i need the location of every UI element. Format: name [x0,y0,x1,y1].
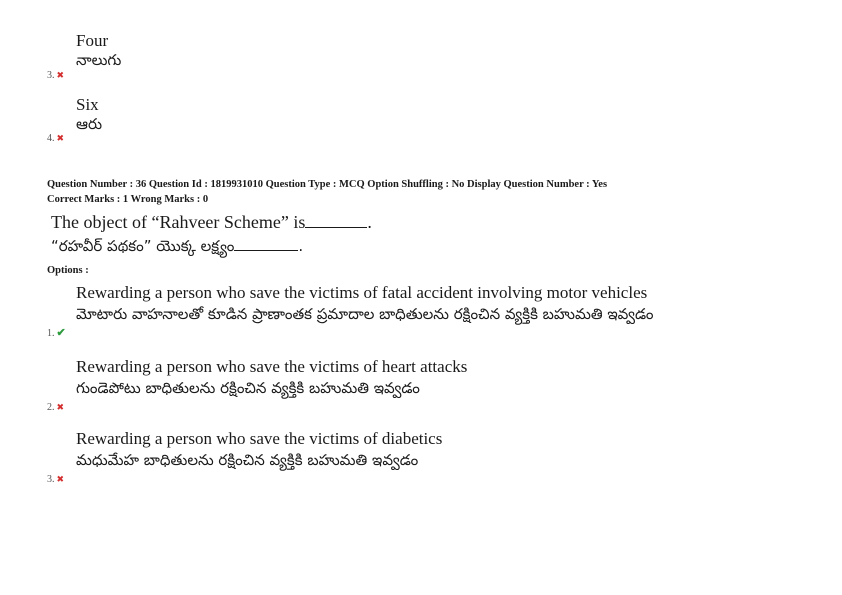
prev-option-4-english: Six [76,95,99,114]
cross-icon: ✖ [56,474,65,484]
question-text-english-end: . [367,212,372,232]
answer-blank [305,227,367,228]
prev-option-3-number: 3. [47,70,55,81]
option-2-marker [47,397,64,415]
cross-icon: ✖ [56,70,65,80]
question-text-english-body: The object of “Rahveer Scheme” is [51,212,306,232]
option-1-marker [47,323,66,341]
question-text-telugu-end: . [298,237,304,255]
prev-option-4-marker [47,128,64,146]
option-1-number: 1. [47,328,55,339]
cross-icon: ✖ [56,402,65,412]
prev-option-3-marker [47,65,64,83]
option-1-telugu: మోటారు వాహనాలతో కూడిన ప్రాణాంతక ప్రమాదాల బాధితులను రక్షించిన వ్యక్తికి బహుమతి ఇవ్వడం [76,305,654,323]
check-icon: ✔ [56,327,66,339]
option-3-marker [47,469,64,487]
prev-option-4-number: 4. [47,133,55,144]
question-text-telugu [51,237,303,259]
options-label: Options : [47,265,89,276]
option-2-number: 2. [47,402,55,413]
prev-option-4-telugu: ఆరు [76,115,103,133]
option-2-english: Rewarding a person who save the victims of heart attacks [76,357,468,376]
option-1-english: Rewarding a person who save the victims of fatal accident involving motor vehicles [76,283,648,302]
option-3-english: Rewarding a person who save the victims of diabetics [76,429,443,448]
option-3-number: 3. [47,474,55,485]
question-meta-line1: Question Number : 36 Question Id : 1819931010 Question Type : MCQ Option Shuffling : No Display Question Number : Yes [47,179,608,190]
cross-icon: ✖ [56,133,65,143]
option-2-telugu: గుండెపోటు బాధితులను రక్షించిన వ్యక్తికి బహుమతి ఇవ్వడం [76,379,420,397]
question-meta-line2: Correct Marks : 1 Wrong Marks : 0 [47,194,209,205]
prev-option-3-telugu: నాలుగు [76,51,122,69]
prev-option-3-english: Four [76,31,109,50]
option-3-telugu: మధుమేహ బాధితులను రక్షించిన వ్యక్తికి బహుమతి ఇవ్వడం [76,451,419,469]
answer-blank [234,250,298,251]
question-text-english [51,212,372,233]
question-text-telugu-body: “రహవీర్ పథకం” యొక్క లక్ష్యం [51,237,235,255]
